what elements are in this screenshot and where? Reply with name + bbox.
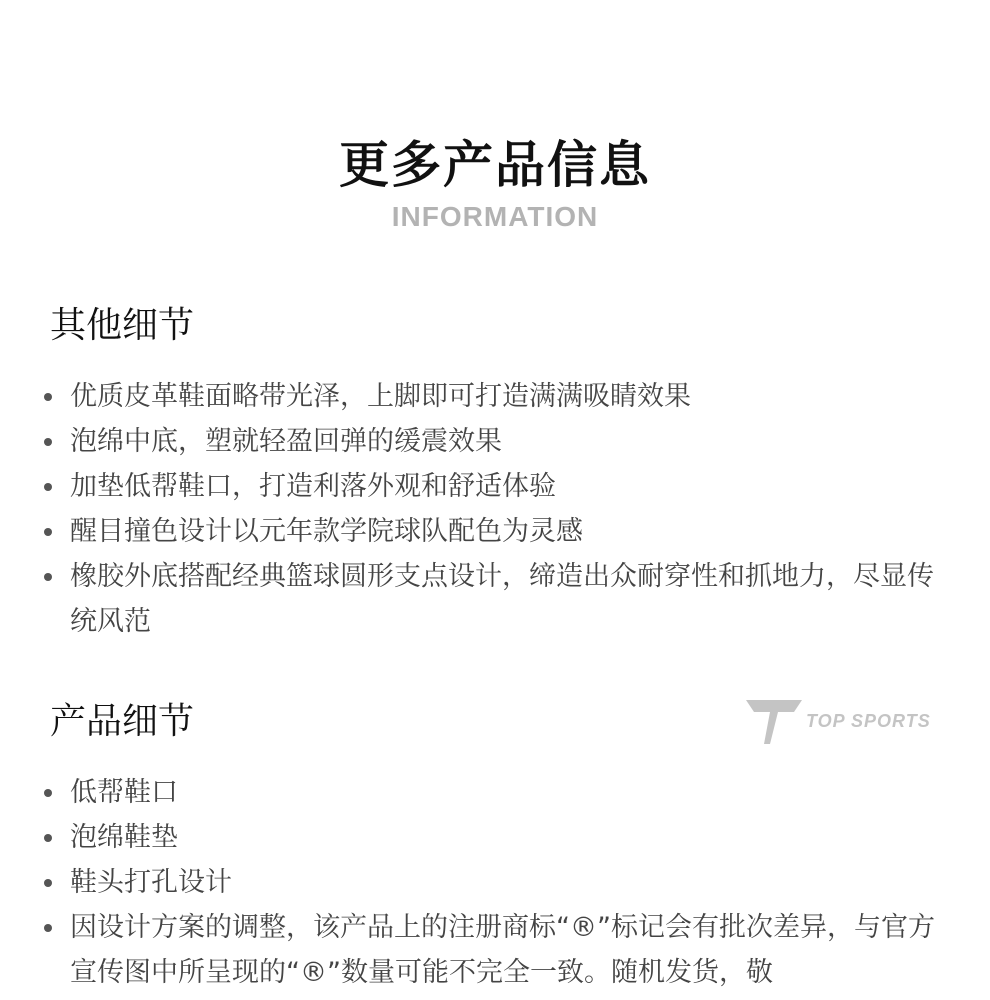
list-item-text: 橡胶外底搭配经典篮球圆形支点设计，缔造出众耐穿性和抓地力，尽显传统风范 (70, 561, 934, 637)
page-title: 更多产品信息 (339, 136, 651, 194)
list-item-text: 泡绵鞋垫 (70, 822, 178, 853)
list-item (42, 464, 942, 509)
bullet-icon (44, 438, 52, 446)
list-item (42, 905, 942, 995)
list-item-text: 鞋头打孔设计 (70, 867, 232, 898)
bullet-icon (44, 393, 52, 401)
page-subtitle: INFORMATION (391, 201, 599, 232)
bullet-icon (44, 789, 52, 797)
list-item-text: 加垫低帮鞋口，打造利落外观和舒适体验 (70, 471, 556, 502)
bullet-icon (44, 834, 52, 842)
top-sports-logo-icon (744, 698, 804, 748)
bullet-icon (44, 483, 52, 491)
list-item (42, 374, 942, 419)
list-item-text: 因设计方案的调整，该产品上的注册商标“®”标记会有批次差异，与官方宣传图中所呈现的“®”数量可能不完全一致。随机发货，敬 (70, 912, 935, 988)
list-item (42, 554, 942, 644)
section-heading-other-details: 其他细节 (50, 305, 195, 346)
list-item (42, 770, 942, 815)
brand-name: TOP SPORTS (806, 711, 931, 731)
list-item (42, 419, 942, 464)
bullet-icon (44, 528, 52, 536)
list-item (42, 509, 942, 554)
top-sports-logo (744, 698, 934, 748)
section-heading-product-details: 产品细节 (50, 701, 195, 742)
list-item (42, 860, 942, 905)
product-details-list (42, 770, 942, 995)
other-details-list (42, 374, 942, 644)
bullet-icon (44, 573, 52, 581)
list-item-text: 优质皮革鞋面略带光泽，上脚即可打造满满吸睛效果 (70, 381, 691, 412)
bullet-icon (44, 879, 52, 887)
bullet-icon (44, 924, 52, 932)
list-item-text: 醒目撞色设计以元年款学院球队配色为灵感 (70, 516, 583, 547)
list-item-text: 泡绵中底，塑就轻盈回弹的缓震效果 (70, 426, 502, 457)
list-item-text: 低帮鞋口 (70, 777, 178, 808)
list-item (42, 815, 942, 860)
